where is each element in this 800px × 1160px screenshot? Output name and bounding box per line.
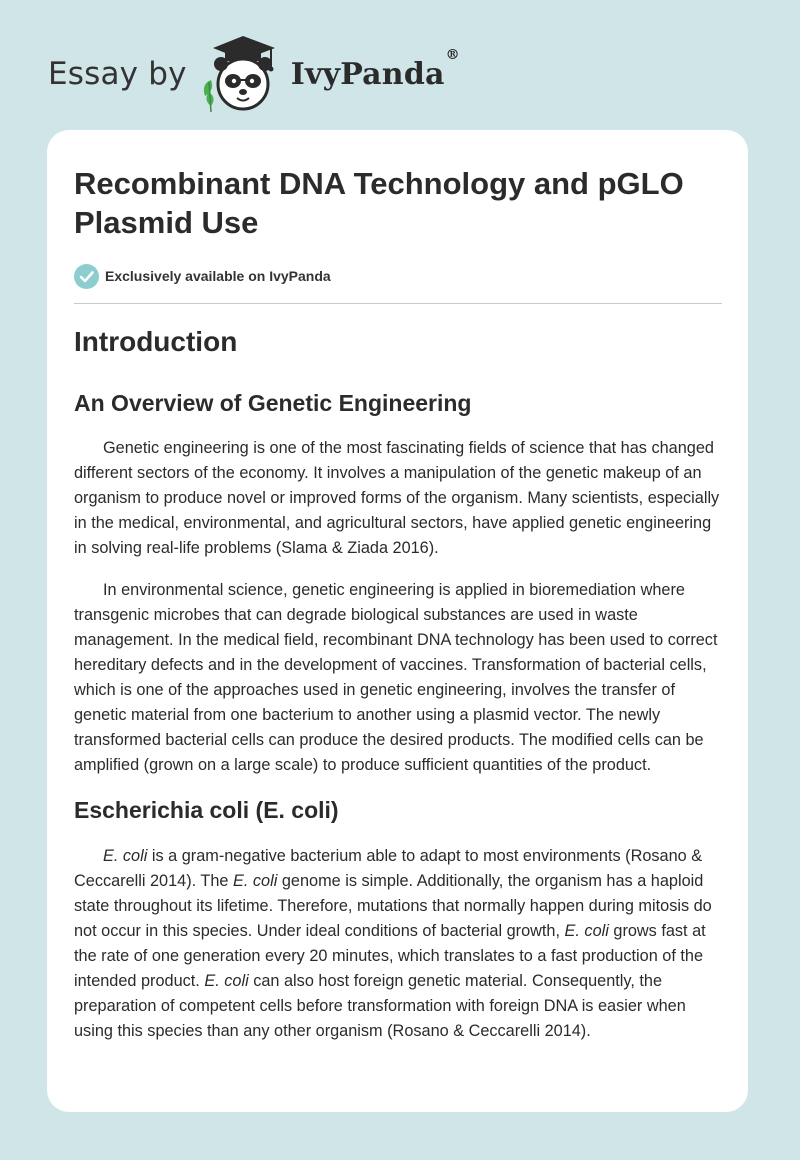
section-heading-introduction: Introduction: [74, 326, 238, 357]
badge-text: Exclusively available on IvyPanda: [105, 268, 331, 284]
exclusive-badge: [74, 263, 331, 289]
registered-mark: ®: [445, 46, 460, 63]
panda-graduate-logo-icon: [199, 34, 287, 114]
subsection-heading: An Overview of Genetic Engineering: [74, 390, 472, 416]
paragraph: [74, 436, 724, 561]
italic-text-run: E. coli: [103, 847, 148, 865]
italic-text-run: E. coli: [564, 922, 609, 940]
text-run: grows fast at the rate of one generation every 20 minutes, which translates to a fast production of the intended product.: [74, 922, 706, 990]
subsection-heading: Escherichia coli (E. coli): [74, 797, 339, 823]
italic-text-run: E. coli: [204, 972, 249, 990]
text-run: can also host foreign genetic material. Consequently, the preparation of competent cells before transformation with foreign DNA is easier when using this species than any other organism (Rosano & Ceccarelli 2014).: [74, 972, 686, 1040]
brand-prefix: Essay by: [48, 56, 187, 92]
paragraph: [74, 578, 724, 778]
site-brand[interactable]: [48, 34, 460, 114]
text-run: genome is simple. Additionally, the organism has a haploid state throughout its lifetime. Therefore, mutations that normally happen during mitosis do not occur in this species. Under ideal conditions of bacterial growth,: [74, 872, 712, 940]
header-divider: [74, 303, 722, 304]
essay-title: Recombinant DNA Technology and pGLO Plasmid Use: [74, 166, 684, 240]
brand-name: IvyPanda®: [290, 46, 460, 92]
text-run: Genetic engineering is one of the most fascinating fields of science that has changed different sectors of the economy. It involves a manipulation of the genetic makeup of an organism to produce novel or improved forms of the organism. Many scientists, especially in the medical, environmental, and agricultural sectors, have applied genetic engineering in solving real-life problems (Slama & Ziada 2016).: [74, 439, 720, 557]
text-run: In environmental science, genetic engineering is applied in bioremediation where transgenic microbes that can degrade biological substances are used in waste management. In the medical field, recombinant DNA technology has been used to correct hereditary defects and in the development of vaccines. Transformation of bacterial cells, which is one of the approaches used in genetic engineering, involves the transfer of genetic material from one bacterium to another using a plasmid vector. The newly transformed bacterial cells can produce the desired products. The modified cells can be amplified (grown on a large scale) to produce sufficient quantities of the product.: [74, 581, 718, 774]
text-run: is a gram-negative bacterium able to adapt to most environments (Rosano & Ceccarelli 2014). The: [74, 847, 703, 890]
italic-text-run: E. coli: [232, 872, 278, 890]
paragraph: [74, 844, 724, 1044]
essay-card: [47, 130, 748, 1112]
check-circle-icon: [74, 264, 99, 289]
